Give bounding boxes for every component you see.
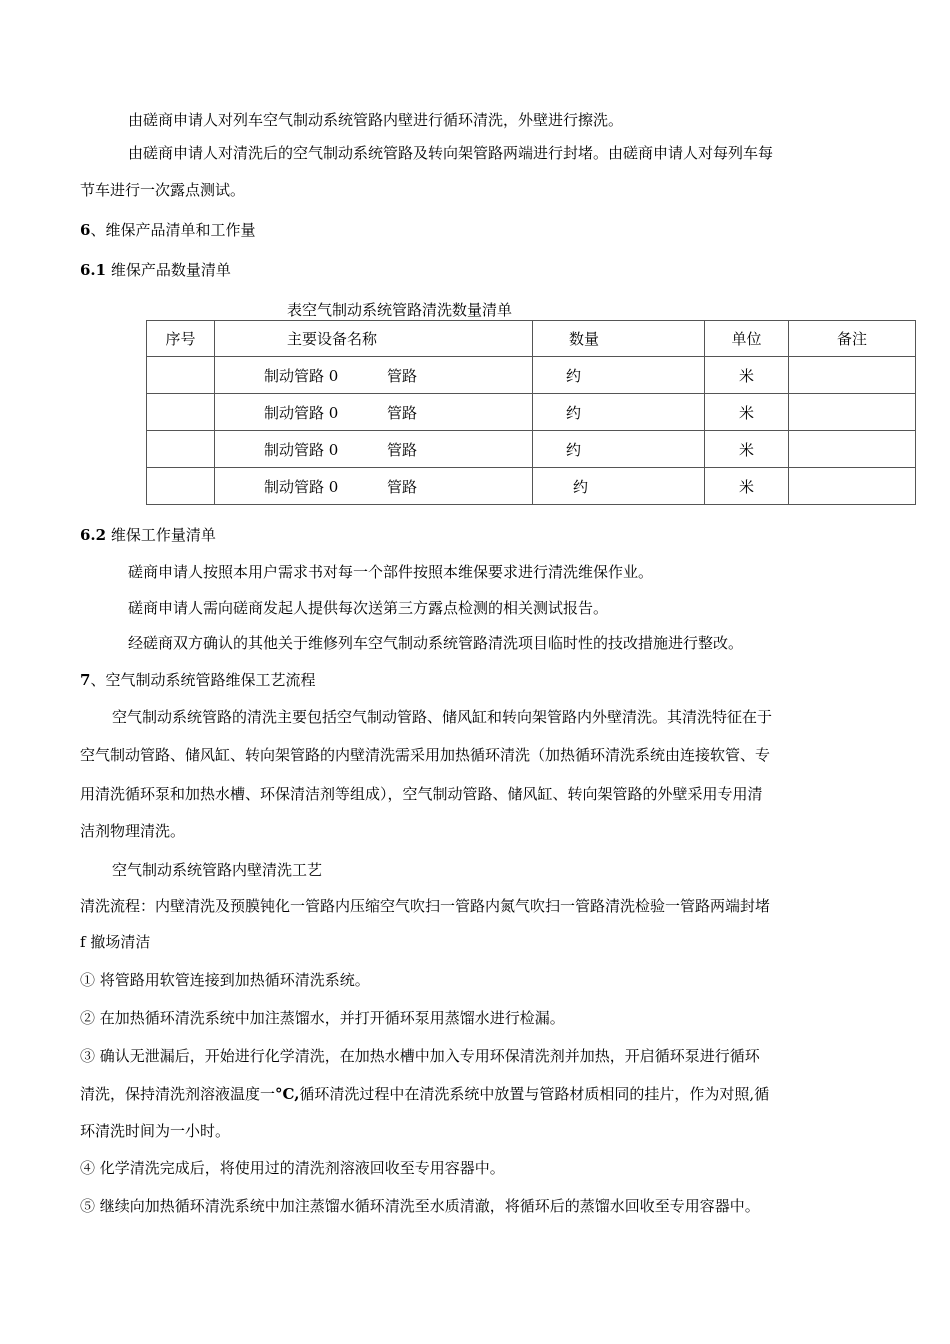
cell-unit: 米 — [705, 431, 789, 468]
step-5: ⑤ 继续向加热循环清洗系统中加注蒸馏水循环清洗至水质清澈，将循环后的蒸馏水回收至专用容器中。 — [80, 1197, 760, 1215]
section-6-heading — [80, 220, 255, 240]
work-item-3: 经磋商双方确认的其他关于维修列车空气制动系统管路清洗项目临时性的技改措施进行整改。 — [128, 634, 744, 652]
section-7-title: 、空气制动系统管路维保工艺流程 — [90, 671, 316, 689]
cell-unit: 米 — [705, 468, 789, 505]
section-7-number: 7 — [80, 671, 91, 689]
cell-name-text: 制动管路 0 — [264, 478, 339, 496]
section-6-1-heading — [80, 260, 231, 280]
section-6-2-heading — [80, 525, 216, 545]
cell-name-text: 制动管路 0 — [264, 367, 339, 385]
flow-line-1: 清洗流程：内壁清洗及预膜钝化一管路内压缩空气吹扫一管路内氮气吹扫一管路清洗检验一管路两端封堵 — [80, 897, 771, 915]
header-qty: 数量 — [533, 321, 705, 357]
cell-seq — [147, 357, 215, 394]
cell-name-text: 制动管路 0 — [264, 441, 339, 459]
table-row — [147, 431, 916, 468]
step-2: ② 在加热循环清洗系统中加注蒸馏水，并打开循环泵用蒸馏水进行检漏。 — [80, 1009, 565, 1027]
step-4: ④ 化学清洗完成后，将使用过的清洗剂溶液回收至专用容器中。 — [80, 1159, 505, 1177]
cell-qty: 约 — [533, 468, 705, 505]
step-3-text-a: 清洗，保持清洗剂溶液温度一 — [80, 1085, 276, 1103]
step-3-text-b: 循环清洗过程中在清洗系统中放置与管路材质相同的挂片，作为对照,循 — [299, 1085, 770, 1103]
temperature-unit: °C, — [275, 1085, 300, 1103]
work-item-1: 磋商申请人按照本用户需求书对每一个部件按照本维保要求进行清洗维保作业。 — [128, 563, 654, 581]
step-3-line-3: 环清洗时间为一小时。 — [80, 1122, 231, 1140]
table-row — [147, 468, 916, 505]
cell-seq — [147, 468, 215, 505]
cell-seq — [147, 394, 215, 431]
flow-line-2: f 撤场清洁 — [80, 933, 151, 951]
cell-name-text: 制动管路 0 — [264, 404, 339, 422]
intro-line-3: 节车进行一次露点测试。 — [80, 181, 246, 199]
section-6-title: 、维保产品清单和工作量 — [90, 221, 256, 239]
para-1-line-3: 用清洗循环泵和加热水槽、环保清洁剂等组成），空气制动管路、储风缸、转向架管路的外壁采用专用清 — [80, 785, 763, 803]
section-6-2-number: 6.2 — [80, 526, 107, 544]
cell-unit: 米 — [705, 357, 789, 394]
step-1: ① 将管路用软管连接到加热循环清洗系统。 — [80, 971, 370, 989]
inner-wall-title: 空气制动系统管路内壁清洗工艺 — [112, 861, 323, 879]
para-1-line-1: 空气制动系统管路的清洗主要包括空气制动管路、储风缸和转向架管路内外壁清洗。其清洗特征在于 — [112, 708, 773, 726]
para-1-line-4: 洁剂物理清洗。 — [80, 822, 186, 840]
header-name: 主要设备名称 — [215, 321, 533, 357]
table-header-row — [147, 321, 916, 357]
table-row — [147, 357, 916, 394]
cell-name-suffix: 管路 — [387, 441, 418, 459]
cell-name-suffix: 管路 — [387, 478, 418, 496]
cell-name-suffix: 管路 — [387, 404, 418, 422]
cell-name — [215, 468, 533, 505]
cell-name — [215, 357, 533, 394]
header-seq: 序号 — [147, 321, 215, 357]
work-item-2: 磋商申请人需向磋商发起人提供每次送第三方露点检测的相关测试报告。 — [128, 599, 609, 617]
step-3-line-1: ③ 确认无泄漏后，开始进行化学清洗，在加热水槽中加入专用环保清洗剂并加热，开启循环泵进行循环 — [80, 1047, 760, 1065]
section-6-number: 6 — [80, 221, 91, 239]
cell-unit: 米 — [705, 394, 789, 431]
intro-line-1: 由磋商申请人对列车空气制动系统管路内壁进行循环清洗，外壁进行擦洗。 — [128, 111, 624, 129]
cell-seq — [147, 431, 215, 468]
cell-qty: 约 — [533, 431, 705, 468]
section-6-2-title: 维保工作量清单 — [106, 526, 216, 544]
section-6-1-title: 维保产品数量清单 — [106, 261, 231, 279]
cell-note — [789, 394, 916, 431]
quantity-table — [146, 320, 916, 505]
cell-note — [789, 357, 916, 394]
step-3-line-2 — [80, 1084, 769, 1104]
header-note: 备注 — [789, 321, 916, 357]
cell-note — [789, 468, 916, 505]
cell-qty: 约 — [533, 357, 705, 394]
section-6-1-number: 6.1 — [80, 261, 107, 279]
para-1-line-2: 空气制动管路、储风缸、转向架管路的内壁清洗需采用加热循环清洗（加热循环清洗系统由连接软管、专 — [80, 746, 771, 764]
cell-name — [215, 431, 533, 468]
cell-qty: 约 — [533, 394, 705, 431]
table-caption: 表空气制动系统管路清洗数量清单 — [287, 301, 513, 319]
cell-note — [789, 431, 916, 468]
intro-line-2: 由磋商申请人对清洗后的空气制动系统管路及转向架管路两端进行封堵。由磋商申请人对每列车每 — [128, 144, 774, 162]
cell-name-suffix: 管路 — [387, 367, 418, 385]
header-unit: 单位 — [705, 321, 789, 357]
section-7-heading — [80, 670, 315, 690]
cell-name — [215, 394, 533, 431]
table-row — [147, 394, 916, 431]
